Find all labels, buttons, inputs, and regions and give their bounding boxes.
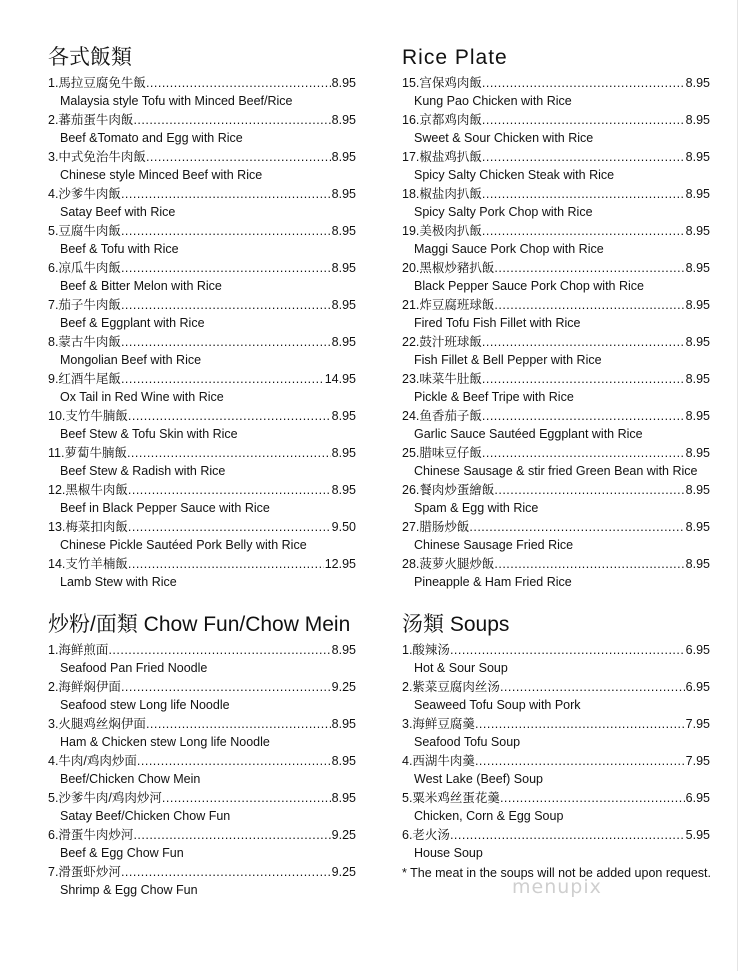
menu-item-line: [402, 518, 710, 536]
dot-leader: [482, 333, 685, 351]
menu-item-chinese-name: 15.宫保鸡肉飯: [402, 76, 482, 90]
menu-item: [402, 259, 710, 296]
menu-item-line: [402, 789, 710, 807]
menu-item-price: 6.95: [685, 680, 710, 694]
menu-item-line: [402, 74, 710, 92]
menu-item-line: [48, 444, 356, 462]
menu-item-chinese-name: 12.黑椒牛肉飯: [48, 483, 128, 497]
menu-item-chinese-name: 7.滑蛋虾炒河: [48, 865, 121, 879]
menu-item-price: 8.95: [685, 409, 710, 423]
menu-item-line: [48, 148, 356, 166]
menu-item-line: [48, 481, 356, 499]
dot-leader: [137, 752, 331, 770]
menu-item-price: 8.95: [685, 224, 710, 238]
menu-item-english-name: Fired Tofu Fish Fillet with Rice: [414, 316, 581, 330]
menu-item: [402, 407, 710, 444]
dot-leader: [494, 259, 684, 277]
menu-item-english-name: Beef/Chicken Chow Mein: [60, 772, 201, 786]
dot-leader: [133, 111, 330, 129]
menu-item-chinese-name: 18.椒盐肉扒飯: [402, 187, 482, 201]
menu-item-price: 7.95: [685, 754, 710, 768]
menu-item: [48, 74, 356, 111]
menu-item: [402, 296, 710, 333]
menu-item-english-name: Chinese Pickle Sautéed Pork Belly with Rice: [60, 538, 307, 552]
dot-leader: [450, 826, 685, 844]
dot-leader: [482, 407, 685, 425]
menu-item-chinese-name: 2.海鲜焖伊面: [48, 680, 121, 694]
menu-item: [48, 641, 356, 678]
menu-item-english-name: Spam & Egg with Rice: [414, 501, 539, 515]
menu-item-price: 8.95: [685, 446, 710, 460]
menu-item-chinese-name: 9.红酒牛尾飯: [48, 372, 121, 386]
menu-item: [48, 333, 356, 370]
dot-leader: [121, 370, 324, 388]
soup-note: * The meat in the soups will not be added upon request.: [402, 866, 712, 880]
menu-item: [402, 641, 710, 678]
menu-item-price: 8.95: [331, 335, 356, 349]
menu-item-price: 8.95: [331, 150, 356, 164]
menu-item-english-name: Shrimp & Egg Chow Fun: [60, 883, 198, 897]
menu-item-line: [48, 518, 356, 536]
menu-item: [48, 481, 356, 518]
menu-item-price: 8.95: [331, 224, 356, 238]
menu-item-line: [48, 296, 356, 314]
menu-item-english-name: Seafood stew Long life Noodle: [60, 698, 230, 712]
menu-item-chinese-name: 1.酸辣汤: [402, 643, 450, 657]
menu-item-english-name: Kung Pao Chicken with Rice: [414, 94, 572, 108]
menu-item-line: [48, 678, 356, 696]
dot-leader: [121, 678, 331, 696]
menu-item-english-name: Beef &Tomato and Egg with Rice: [60, 131, 243, 145]
menu-item-chinese-name: 13.梅菜扣肉飯: [48, 520, 128, 534]
dot-leader: [500, 678, 685, 696]
menu-item-english-name: Chinese Sausage & stir fried Green Bean with Rice: [414, 464, 698, 478]
menu-item-english-name: Ox Tail in Red Wine with Rice: [60, 390, 224, 404]
dot-leader: [108, 641, 330, 659]
menu-item-line: [48, 259, 356, 277]
menu-item-line: [402, 148, 710, 166]
menu-item: [402, 370, 710, 407]
menu-item-price: 8.95: [685, 372, 710, 386]
menu-item-chinese-name: 27.腊肠炒飯: [402, 520, 470, 534]
dot-leader: [146, 148, 331, 166]
dot-leader: [482, 444, 685, 462]
menu-item-price: 6.95: [685, 791, 710, 805]
menu-item-price: 8.95: [331, 717, 356, 731]
dot-leader: [494, 481, 684, 499]
menu-item-chinese-name: 14.支竹羊楠飯: [48, 557, 128, 571]
menu-item-chinese-name: 6.滑蛋牛肉炒河: [48, 828, 134, 842]
menu-item-chinese-name: 7.茄子牛肉飯: [48, 298, 121, 312]
menu-item-line: [402, 185, 710, 203]
dot-leader: [450, 641, 685, 659]
menu-item-price: 8.95: [331, 483, 356, 497]
menu-item-price: 8.95: [685, 520, 710, 534]
menu-item-price: 8.95: [685, 113, 710, 127]
dot-leader: [121, 863, 331, 881]
menu-item-line: [402, 826, 710, 844]
menu-item: [48, 148, 356, 185]
menu-item-english-name: Spicy Salty Pork Chop with Rice: [414, 205, 593, 219]
menu-item-price: 8.95: [331, 298, 356, 312]
menu-item: [402, 789, 710, 826]
menu-item-price: 8.95: [685, 187, 710, 201]
dot-leader: [128, 481, 331, 499]
menu-item-line: [48, 74, 356, 92]
menu-item-line: [48, 111, 356, 129]
menu-item-english-name: Black Pepper Sauce Pork Chop with Rice: [414, 279, 644, 293]
menu-item-chinese-name: 16.京都鸡肉飯: [402, 113, 482, 127]
menu-item-price: 9.50: [331, 520, 356, 534]
dot-leader: [494, 555, 684, 573]
menu-item-line: [48, 555, 356, 573]
menu-item-price: 14.95: [324, 372, 356, 386]
menu-item-english-name: Beef Stew & Radish with Rice: [60, 464, 226, 478]
menu-item-line: [402, 752, 710, 770]
menu-item: [402, 111, 710, 148]
menu-item-english-name: Seafood Tofu Soup: [414, 735, 521, 749]
rice-list-right: [402, 74, 710, 592]
menu-item-line: [402, 444, 710, 462]
menu-item-price: 8.95: [331, 261, 356, 275]
menu-item-line: [48, 789, 356, 807]
menu-item-price: 8.95: [685, 335, 710, 349]
dot-leader: [162, 789, 331, 807]
dot-leader: [121, 222, 331, 240]
rice-section-title-en: Rice Plate: [402, 46, 508, 69]
menu-item-english-name: Fish Fillet & Bell Pepper with Rice: [414, 353, 602, 367]
menu-item-line: [402, 715, 710, 733]
menu-item-english-name: Hot & Sour Soup: [414, 661, 508, 675]
menu-item: [48, 444, 356, 481]
dot-leader: [482, 111, 685, 129]
rice-section-title-cn: 各式飯類: [48, 46, 132, 69]
menu-item: [402, 185, 710, 222]
menu-item-chinese-name: 6.凉瓜牛肉飯: [48, 261, 121, 275]
menu-item: [402, 333, 710, 370]
dot-leader: [475, 752, 685, 770]
menu-item-line: [48, 715, 356, 733]
menu-item: [402, 518, 710, 555]
dot-leader: [482, 370, 685, 388]
menu-item-english-name: Chinese style Minced Beef with Rice: [60, 168, 263, 182]
dot-leader: [121, 259, 331, 277]
menu-item-chinese-name: 22.鼓汁班球飯: [402, 335, 482, 349]
menu-item: [48, 752, 356, 789]
menu-item-english-name: Maggi Sauce Pork Chop with Rice: [414, 242, 604, 256]
menu-item: [48, 715, 356, 752]
menu-item-line: [48, 752, 356, 770]
menu-item-chinese-name: 17.椒盐鸡扒飯: [402, 150, 482, 164]
watermark-logo: menupix: [512, 876, 602, 898]
dot-leader: [127, 444, 331, 462]
dot-leader: [121, 296, 331, 314]
menu-item: [48, 826, 356, 863]
dot-leader: [494, 296, 684, 314]
menu-item-price: 9.25: [331, 865, 356, 879]
menu-item-english-name: Beef & Eggplant with Rice: [60, 316, 205, 330]
menu-item: [402, 444, 710, 481]
menu-item-chinese-name: 3.海鲜豆腐羹: [402, 717, 475, 731]
menu-item-line: [48, 333, 356, 351]
menu-item: [48, 555, 356, 592]
menu-item-english-name: West Lake (Beef) Soup: [414, 772, 544, 786]
noodle-section-title: 炒粉/面類 Chow Fun/Chow Mein: [48, 613, 351, 636]
menu-item-chinese-name: 4.沙爹牛肉飯: [48, 187, 121, 201]
menu-item-price: 8.95: [331, 754, 356, 768]
menu-item: [48, 863, 356, 900]
menu-item-chinese-name: 5.豆腐牛肉飯: [48, 224, 121, 238]
menu-item-english-name: Beef & Egg Chow Fun: [60, 846, 184, 860]
menu-item-price: 8.95: [685, 150, 710, 164]
menu-item: [48, 296, 356, 333]
menu-item-price: 8.95: [685, 298, 710, 312]
menu-item-chinese-name: 21.炸豆腐班球飯: [402, 298, 495, 312]
menu-item: [48, 518, 356, 555]
menu-item-english-name: Ham & Chicken stew Long life Noodle: [60, 735, 270, 749]
menu-item-price: 8.95: [331, 113, 356, 127]
menu-item-line: [402, 370, 710, 388]
menu-item: [48, 259, 356, 296]
dot-leader: [482, 222, 685, 240]
menu-item-english-name: Beef Stew & Tofu Skin with Rice: [60, 427, 238, 441]
menu-item-english-name: Mongolian Beef with Rice: [60, 353, 202, 367]
menu-item-line: [48, 826, 356, 844]
menu-item-line: [402, 111, 710, 129]
menu-item-price: 6.95: [685, 643, 710, 657]
menu-item-price: 8.95: [685, 76, 710, 90]
menu-item-chinese-name: 8.蒙古牛肉飯: [48, 335, 121, 349]
menu-item: [48, 407, 356, 444]
noodle-list: [48, 641, 356, 900]
menu-item-chinese-name: 1.馬拉豆腐免牛飯: [48, 76, 146, 90]
menu-item: [48, 789, 356, 826]
menu-item-chinese-name: 2.蕃茄蛋牛肉飯: [48, 113, 134, 127]
menu-item: [48, 222, 356, 259]
right-column: [402, 44, 710, 882]
menu-item-price: 8.95: [685, 261, 710, 275]
menu-item-price: 7.95: [685, 717, 710, 731]
menu-item: [402, 752, 710, 789]
menu-item-chinese-name: 26.餐肉炒蛋繪飯: [402, 483, 495, 497]
rice-list-left: [48, 74, 356, 592]
menu-item-english-name: Sweet & Sour Chicken with Rice: [414, 131, 594, 145]
menu-item-line: [402, 259, 710, 277]
menu-item-line: [48, 185, 356, 203]
menu-item-english-name: Lamb Stew with Rice: [60, 575, 177, 589]
dot-leader: [121, 333, 331, 351]
menu-item-chinese-name: 1.海鲜煎面: [48, 643, 109, 657]
menu-item-chinese-name: 19.美极肉扒飯: [402, 224, 482, 238]
menu-item: [402, 481, 710, 518]
menu-item-price: 8.95: [685, 557, 710, 571]
menu-item-line: [402, 222, 710, 240]
dot-leader: [146, 715, 331, 733]
menu-item: [402, 555, 710, 592]
menu-item-chinese-name: 4.西湖牛肉羹: [402, 754, 475, 768]
dot-leader: [475, 715, 685, 733]
dot-leader: [482, 148, 685, 166]
menu-item: [402, 826, 710, 863]
menu-item-chinese-name: 4.牛肉/鸡肉炒面: [48, 754, 137, 768]
dot-leader: [469, 518, 684, 536]
dot-leader: [121, 185, 331, 203]
dot-leader: [482, 185, 685, 203]
menu-item-english-name: Beef & Tofu with Rice: [60, 242, 179, 256]
menu-item-chinese-name: 25.腊味豆仔飯: [402, 446, 482, 460]
menu-item-line: [48, 863, 356, 881]
dot-leader: [500, 789, 685, 807]
menu-item-price: 12.95: [324, 557, 356, 571]
menu-item-chinese-name: 23.味菜牛肚飯: [402, 372, 482, 386]
menu-item: [402, 74, 710, 111]
menu-item-price: 9.25: [331, 828, 356, 842]
menu-item-line: [48, 407, 356, 425]
menu-item-price: 5.95: [685, 828, 710, 842]
menu-item-line: [402, 296, 710, 314]
dot-leader: [128, 518, 331, 536]
menu-item: [48, 678, 356, 715]
menu-item-english-name: Beef in Black Pepper Sauce with Rice: [60, 501, 270, 515]
menu-item-price: 8.95: [331, 76, 356, 90]
menu-item-line: [48, 222, 356, 240]
menu-item: [48, 185, 356, 222]
menu-item-chinese-name: 3.中式免治牛肉飯: [48, 150, 146, 164]
soup-list: [402, 641, 710, 863]
menu-item-english-name: Chicken, Corn & Egg Soup: [414, 809, 564, 823]
menu-item-line: [402, 555, 710, 573]
menu-item-line: [48, 641, 356, 659]
menu-item-price: 8.95: [331, 187, 356, 201]
left-column: [48, 44, 356, 900]
menu-item-english-name: Pickle & Beef Tripe with Rice: [414, 390, 574, 404]
menu-item-english-name: Satay Beef with Rice: [60, 205, 176, 219]
menu-item-english-name: Seaweed Tofu Soup with Pork: [414, 698, 581, 712]
menu-item-price: 8.95: [331, 446, 356, 460]
menu-item-line: [402, 678, 710, 696]
menu-item-price: 8.95: [685, 483, 710, 497]
menu-item-chinese-name: 5.沙爹牛肉/鸡肉炒河: [48, 791, 162, 805]
menu-item-english-name: Garlic Sauce Sautéed Eggplant with Rice: [414, 427, 643, 441]
menu-item-english-name: Malaysia style Tofu with Minced Beef/Rice: [60, 94, 293, 108]
menu-item-line: [402, 407, 710, 425]
menu-item-chinese-name: 28.菠萝火腿炒飯: [402, 557, 495, 571]
menu-item-price: 8.95: [331, 409, 356, 423]
menu-item-line: [402, 481, 710, 499]
menu-item: [48, 370, 356, 407]
menu-item-price: 9.25: [331, 680, 356, 694]
menu-item: [402, 222, 710, 259]
menu-item-chinese-name: 6.老火汤: [402, 828, 450, 842]
menu-item-chinese-name: 20.黑椒炒豬扒飯: [402, 261, 495, 275]
menu-item-price: 8.95: [331, 643, 356, 657]
menu-item: [402, 148, 710, 185]
menu-item: [48, 111, 356, 148]
menu-item-english-name: House Soup: [414, 846, 483, 860]
menu-item: [402, 715, 710, 752]
dot-leader: [482, 74, 685, 92]
menu-item: [402, 678, 710, 715]
soup-section-title: 汤類 Soups: [402, 613, 510, 636]
dot-leader: [133, 826, 330, 844]
menu-item-english-name: Satay Beef/Chicken Chow Fun: [60, 809, 231, 823]
menu-item-line: [48, 370, 356, 388]
menu-item-chinese-name: 10.支竹牛腩飯: [48, 409, 128, 423]
menu-item-english-name: Beef & Bitter Melon with Rice: [60, 279, 222, 293]
menu-item-english-name: Seafood Pan Fried Noodle: [60, 661, 208, 675]
menu-item-price: 8.95: [331, 791, 356, 805]
menu-item-chinese-name: 5.粟米鸡丝蛋花羹: [402, 791, 500, 805]
scan-edge-line: [737, 0, 738, 971]
menu-item-line: [402, 333, 710, 351]
menu-item-english-name: Spicy Salty Chicken Steak with Rice: [414, 168, 615, 182]
menu-item-chinese-name: 24.鱼香茄子飯: [402, 409, 482, 423]
menu-item-english-name: Chinese Sausage Fried Rice: [414, 538, 574, 552]
dot-leader: [146, 74, 331, 92]
menu-item-english-name: Pineapple & Ham Fried Rice: [414, 575, 572, 589]
dot-leader: [128, 407, 331, 425]
menu-item-chinese-name: 11.萝蔔牛腩飯: [48, 446, 127, 460]
menu-item-chinese-name: 2.紫菜豆腐肉丝汤: [402, 680, 500, 694]
menu-item-line: [402, 641, 710, 659]
dot-leader: [128, 555, 324, 573]
menu-item-chinese-name: 3.火腿鸡丝焖伊面: [48, 717, 146, 731]
